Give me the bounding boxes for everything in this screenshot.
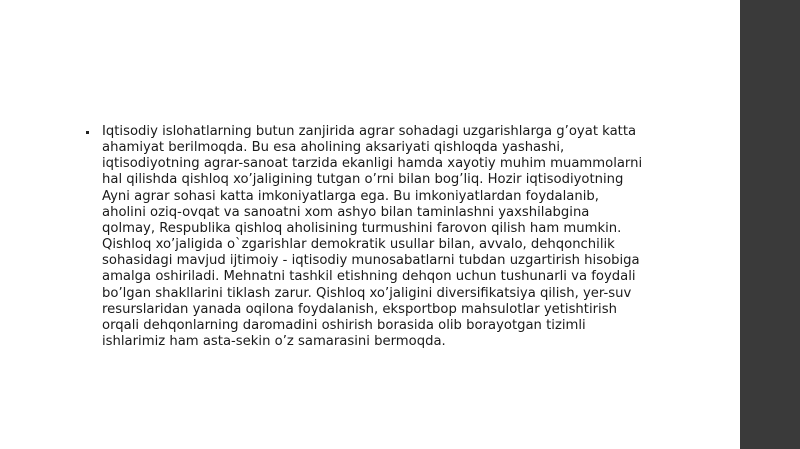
side-band <box>740 0 800 449</box>
bullet-dot-icon <box>86 131 89 134</box>
bullet-item <box>86 124 646 350</box>
slide-content <box>86 124 646 350</box>
bullet-text: Iqtisodiy islohatlarning butun zanjirida agrar sohadagi uzgarishlarga g’oyat katta ahamiyat berilmoqda. Bu esa aholining aksariyati qishloqda yashashi, iqtisodiyotning agrar-sanoat tarzida ekanligi hamda xayotiy muhim muammolarni hal qilishda qishloq xo’jaligining tutgan o’rni bilan bog’liq. Hozir iqtisodiyotning Ayni agrar sohasi katta imkoniyatlarga ega. Bu imkoniyatlardan foydalanib, aholini oziq-ovqat va sanoatni xom ashyo bilan taminlashni yaxshilabgina qolmay, Respublika qishloq aholisining turmushini farovon qilish ham mumkin. Qishloq xo’jaligida o`zgarishlar demokratik usullar bilan, avvalo, dehqonchilik sohasidagi mavjud ijtimoiy - iqtisodiy munosabatlarni tubdan uzgartirish hisobiga amalga oshiriladi. Mehnatni tashkil etishning dehqon uchun tushunarli va foydali bo’lgan shakllarini tiklash zarur. Qishloq xo’jaligini diversifikatsiya qilish, yer-suv resurslaridan yanada oqilona foydalanish, eksportbop mahsulotlar yetishtirish orqali dehqonlarning daromadini oshirish borasida olib borayotgan tizimli ishlarimiz ham asta-sekin o’z samarasini bermoqda. <box>102 124 643 350</box>
